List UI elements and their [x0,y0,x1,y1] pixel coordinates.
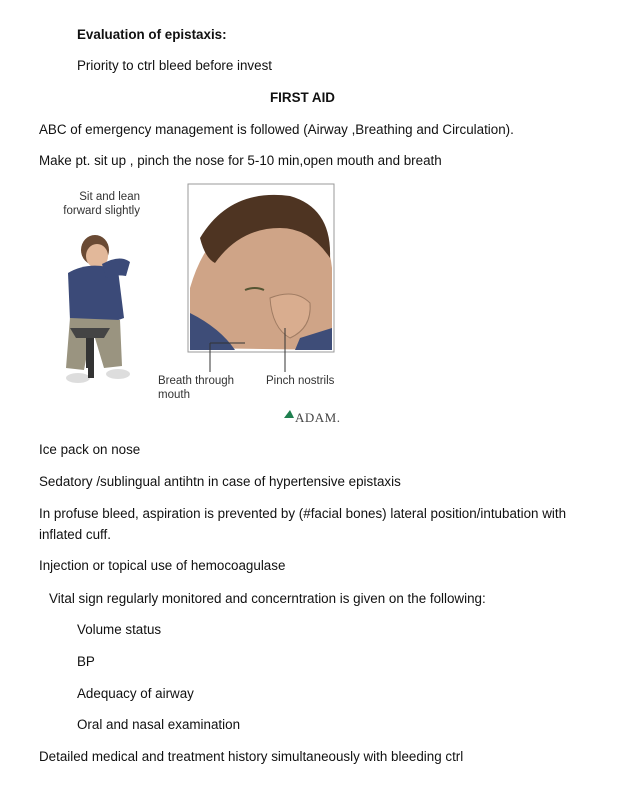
label-breath-line1: Breath through [158,375,235,387]
label-breath-line2: mouth [158,389,190,401]
ice-text: Ice pack on nose [39,442,141,457]
profuse-text: In profuse bleed, aspiration is prevented by (#facial bones) lateral position/intubation with inflated cuff. [39,506,567,542]
sedatory-text: Sedatory /sublingual antihtn in case of hypertensive epistaxis [39,474,401,489]
label-pinch: Pinch nostrils [266,375,335,387]
seated-figure [66,235,130,383]
detailed-text: Detailed medical and treatment history simultaneously with bleeding ctrl [39,749,464,764]
adam-logo-icon [284,410,294,418]
first-aid-illustration [40,178,360,430]
sit-up-text: Make pt. sit up , pinch the nose for 5-10 min,open mouth and breath [39,153,442,168]
section-title: FIRST AID [270,90,335,105]
list-item: Volume status [77,622,162,637]
priority-text: Priority to ctrl bleed before invest [77,58,272,73]
adam-logo-text: ADAM. [295,410,341,425]
list-item: Adequacy of airway [77,686,194,701]
label-sit-line2: forward slightly [63,205,140,217]
list-item: Oral and nasal examination [77,717,241,732]
list-item: BP [77,654,95,669]
label-breath [158,374,234,402]
injection-text: Injection or topical use of hemocoagulase [39,558,286,573]
closeup-panel [188,184,334,372]
label-sit-line1: Sit and lean [79,191,140,203]
heading: Evaluation of epistaxis: [77,27,227,42]
vital-text: Vital sign regularly monitored and concerntration is given on the following: [49,591,486,606]
abc-text: ABC of emergency management is followed (Airway ,Breathing and Circulation). [39,122,514,137]
